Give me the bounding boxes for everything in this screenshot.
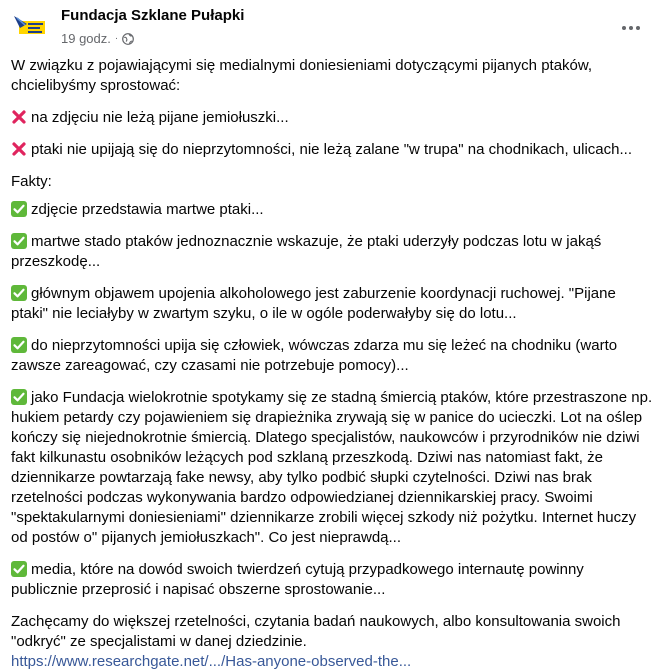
fact-item: martwe stado ptaków jednoznacznie wskazuje, że ptaki uderzyły podczas lotu w jakąś przeszkodę... [11, 233, 602, 270]
cross-mark-icon [11, 109, 27, 125]
foundation-logo [11, 6, 51, 46]
post-time[interactable]: 19 godz. [61, 31, 111, 46]
facts-label: Fakty: [11, 173, 52, 190]
fact-item: media, które na dowód swoich twierdzeń cytują przypadkowego internautę powinny publicznie przeprosić i napisać obszerne sprostowanie... [11, 561, 584, 598]
check-mark-icon [11, 337, 27, 353]
check-mark-icon [11, 561, 27, 577]
post-body [11, 56, 653, 672]
globe-icon [122, 33, 134, 45]
fact-item: głównym objawem upojenia alkoholowego jest zaburzenie koordynacji ruchowej. "Pijane ptaki" nie leciałyby w zwartym szyku, o ile w ogóle poderwałyby się do lotu... [11, 285, 616, 322]
check-mark-icon [11, 285, 27, 301]
fact-item: zdjęcie przedstawia martwe ptaki... [11, 200, 653, 220]
page-name[interactable]: Fundacja Szklane Pułapki [61, 7, 245, 24]
fact-item: do nieprzytomności upija się człowiek, wówczas zdarza mu się leżeć na chodniku (warto zawsze zareagować, czy czasami nie potrzebuje pomocy)... [11, 337, 618, 374]
research-link[interactable]: https://www.researchgate.net/.../Has-anyone-observed-the... [11, 653, 412, 670]
check-mark-icon [11, 389, 27, 405]
check-mark-icon [11, 201, 27, 217]
check-mark-icon [11, 233, 27, 249]
post-meta [61, 31, 134, 46]
post-outro: Zachęcamy do większej rzetelności, czytania badań naukowych, albo konsultowania swoich "odkryć" ze specjalistami w danej dziedzinie. https://www.researchgate.net/.../Has-anyone-observed-the... [11, 613, 621, 670]
meta-separator: · [114, 33, 119, 44]
page-avatar[interactable] [11, 6, 51, 46]
more-horizontal-icon[interactable] [613, 10, 649, 46]
denial-item: na zdjęciu nie leżą pijane jemiołuszki... [11, 108, 653, 128]
post-header [11, 0, 653, 56]
denial-item: ptaki nie upijają się do nieprzytomności, nie leżą zalane "w trupa" na chodnikach, ulicach... [11, 140, 653, 160]
cross-mark-icon [11, 141, 27, 157]
fact-item: jako Fundacja wielokrotnie spotykamy się ze stadną śmiercią ptaków, które przestraszone np. hukiem petardy czy pojawieniem się drapieżnika zrywają się w panice do ucieczki. Lot na oślep kończy się niejednokrotnie śmiercią. Dlatego specjalistów, naukowców i przyrodników nie dziwi fakt kilkunastu osobników leżących pod szklaną przeszkodą. Dziwi nas natomiast fakt, że dziennikarze powtarzają fake newsy, aby tylko podbić słupki czytelności. Dziwi nas brak rzetelności podczas wykonywania bardzo odpowiedzianej dziennikarskiej pracy. Swoimi "spektakularnymi doniesieniami" dziennikarze zrobili więcej szkody niż pożytku. Internet huczy od postów o" pijanych jemiołuszkach". Co jest nieprawdą... [11, 389, 653, 546]
post-intro: W związku z pojawiającymi się medialnymi doniesieniami dotyczącymi pijanych ptaków, chcielibyśmy sprostować: [11, 57, 593, 94]
